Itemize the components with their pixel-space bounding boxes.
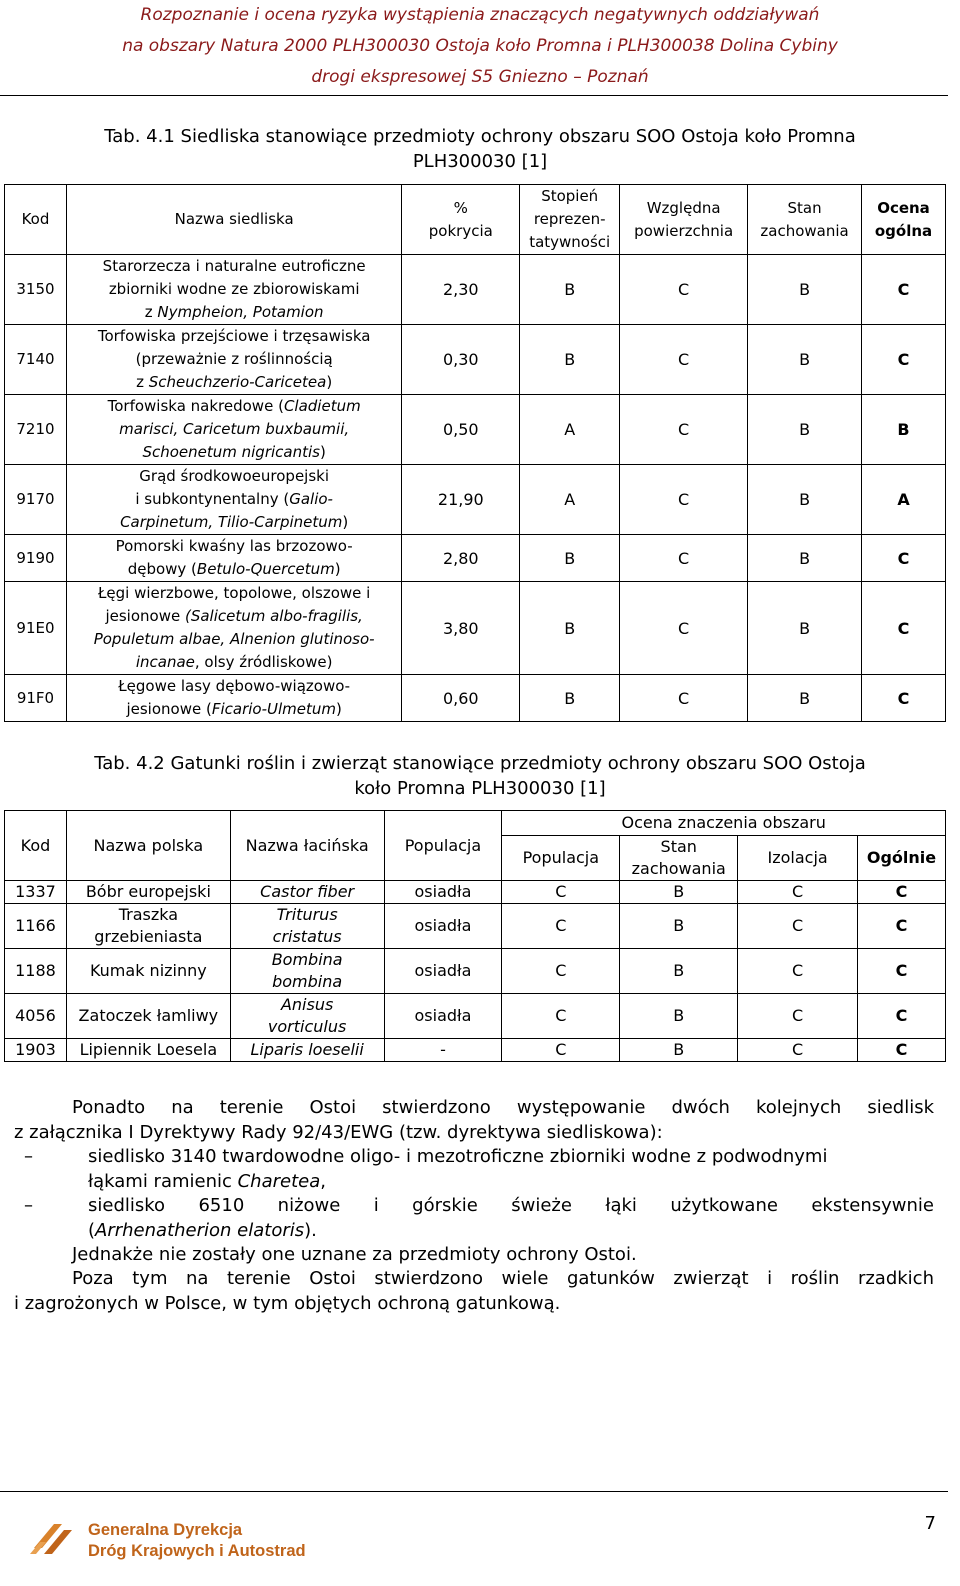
row-kod: 1188: [5, 949, 67, 994]
row-latin-line: Bombina: [271, 950, 343, 969]
row-name-line: [69, 395, 399, 418]
row-name-line: [69, 441, 399, 464]
table-row: [5, 465, 946, 535]
row-name-line: [69, 698, 399, 721]
row-izolacja: C: [738, 904, 858, 949]
row-latin-line: vorticulus: [267, 1017, 347, 1036]
row-stan: B: [748, 465, 862, 535]
row-name-line: Pomorski kwaśny las brzozowo-: [115, 537, 353, 555]
list-item-line: [88, 1170, 934, 1195]
list-item-part: ,: [320, 1170, 326, 1192]
gddkia-logo-text: [88, 1520, 306, 1562]
paragraph-1: [14, 1096, 934, 1145]
table2-caption: [0, 751, 960, 801]
row-latin-line: Castor fiber: [260, 882, 355, 901]
row-nazwa-lacinska: [230, 881, 384, 904]
header-pokrycia: [402, 185, 520, 255]
row-latin-line: Anisus: [280, 995, 334, 1014]
row-pop: C: [502, 904, 620, 949]
paragraph-3: [14, 1267, 934, 1316]
row-kod: 91F0: [5, 675, 67, 722]
row-name: [66, 535, 401, 582]
subheader-stan: [620, 836, 738, 881]
row-populacja: osiadła: [384, 881, 502, 904]
row-ocena: C: [862, 675, 946, 722]
row-name-latin: Populetum albae, Alnenion glutinoso-: [93, 630, 375, 648]
row-kod: 1903: [5, 1039, 67, 1062]
row-kod: 9190: [5, 535, 67, 582]
row-latin-line: bombina: [272, 972, 343, 991]
row-ogolnie: C: [858, 881, 946, 904]
row-name-part: dębowy (: [127, 560, 197, 578]
row-stan: B: [620, 994, 738, 1039]
row-name-part: ): [319, 443, 326, 461]
list-item-part: ).: [304, 1219, 317, 1241]
row-nazwa-lacinska: [230, 949, 384, 994]
list-item-latin: Charetea: [237, 1170, 321, 1192]
row-name: [66, 465, 401, 535]
row-name-line: Grąd środkowoeuropejski: [139, 467, 330, 485]
subheader-ogolnie: Ogólnie: [858, 836, 946, 881]
row-kod: 91E0: [5, 582, 67, 675]
row-wzgledna: C: [620, 535, 748, 582]
table-header-row: [5, 811, 946, 836]
document-header: [0, 0, 960, 93]
header-stopien-l3: tatywności: [529, 233, 611, 251]
row-pop: C: [502, 1039, 620, 1062]
row-stan: B: [748, 255, 862, 325]
row-name-latin: marisci, Caricetum buxbaumii,: [119, 420, 350, 438]
row-izolacja: C: [738, 949, 858, 994]
row-polish-line: Traszka: [118, 905, 179, 924]
header-kod: Kod: [5, 811, 67, 881]
row-stopien: B: [520, 255, 620, 325]
list-item-line: siedlisko 6510 niżowe i górskie świeże łąki użytkowane ekstensywnie: [88, 1195, 934, 1216]
row-kod: 9170: [5, 465, 67, 535]
row-name: [66, 325, 401, 395]
subheader-stan-l1: Stan: [660, 837, 697, 856]
row-name-line: Łęgowe lasy dębowo-wiązowo-: [118, 677, 351, 695]
header-kod: Kod: [5, 185, 67, 255]
row-ocena: C: [862, 325, 946, 395]
row-name-line: Starorzecza i naturalne eutroficzne: [102, 257, 366, 275]
table-row: [5, 325, 946, 395]
row-ogolnie: C: [858, 1039, 946, 1062]
header-stan-l1: Stan: [787, 198, 822, 217]
row-stan: B: [748, 395, 862, 465]
row-pokrycia: 2,30: [402, 255, 520, 325]
row-name-line: Torfowiska przejściowe i trzęsawiska: [97, 327, 371, 345]
row-ocena: C: [862, 255, 946, 325]
row-name-part: , olsy źródliskowe): [194, 653, 333, 671]
row-ogolnie: C: [858, 904, 946, 949]
row-name-line: [69, 301, 399, 324]
list-dash: –: [24, 1146, 33, 1167]
header-stan-l2: zachowania: [760, 221, 849, 240]
footer-divider: [0, 1491, 948, 1492]
row-stopien: A: [520, 395, 620, 465]
header-pokrycia-l2: pokrycia: [428, 221, 493, 240]
row-wzgledna: C: [620, 465, 748, 535]
paragraph-3-line-1: Poza tym na terenie Ostoi stwierdzono wiele gatunków zwierząt i roślin rzadkich: [72, 1268, 934, 1289]
row-nazwa-polska: Lipiennik Loesela: [66, 1039, 230, 1062]
row-name-latin: Carpinetum, Tilio-Carpinetum: [120, 513, 343, 531]
row-stopien: B: [520, 535, 620, 582]
row-pokrycia: 0,50: [402, 395, 520, 465]
list-item-part: (: [88, 1219, 96, 1241]
row-name-part: jesionowe: [105, 607, 185, 625]
list-item-latin: Arrhenatherion elatoris: [95, 1219, 305, 1241]
row-wzgledna: C: [620, 395, 748, 465]
row-stan: B: [620, 1039, 738, 1062]
row-nazwa-lacinska: [230, 994, 384, 1039]
paragraph-1-line-1: Ponadto na terenie Ostoi stwierdzono występowanie dwóch kolejnych siedlisk: [72, 1097, 934, 1118]
row-stopien: B: [520, 582, 620, 675]
table1-caption-line-1: Tab. 4.1 Siedliska stanowiące przedmioty ochrony obszaru SOO Ostoja koło Promna: [104, 126, 856, 147]
row-name-line: (przeważnie z roślinnością: [135, 350, 333, 368]
row-kod: 1337: [5, 881, 67, 904]
row-populacja: osiadła: [384, 949, 502, 994]
row-name-part: ): [326, 373, 333, 391]
row-stan: B: [620, 949, 738, 994]
table-row: [5, 582, 946, 675]
row-name-part: ): [335, 700, 342, 718]
row-polish-line: grzebieniasta: [94, 927, 203, 946]
row-name-line: [69, 488, 399, 511]
table-row: [5, 395, 946, 465]
row-stopien: B: [520, 325, 620, 395]
row-izolacja: C: [738, 994, 858, 1039]
header-nazwa-polska: Nazwa polska: [66, 811, 230, 881]
row-name: [66, 395, 401, 465]
header-stopien-l1: Stopień: [541, 187, 599, 205]
row-kod: 7140: [5, 325, 67, 395]
row-name-line: [69, 628, 399, 651]
paragraph-2: [14, 1243, 934, 1268]
row-ocena: C: [862, 535, 946, 582]
row-nazwa-polska: Kumak nizinny: [66, 949, 230, 994]
header-pokrycia-l1: %: [453, 198, 468, 217]
row-pop: C: [502, 994, 620, 1039]
list-item-line: [88, 1219, 934, 1244]
row-ocena: B: [862, 395, 946, 465]
row-name-latin: Nympheion, Potamion: [157, 303, 324, 321]
paragraph-2-line: Jednakże nie zostały one uznane za przedmioty ochrony Ostoi.: [72, 1244, 637, 1265]
row-name-latin: Schoenetum nigricantis: [142, 443, 320, 461]
header-wzgledna: [620, 185, 748, 255]
row-name-line: [69, 605, 399, 628]
row-populacja: osiadła: [384, 994, 502, 1039]
table-row: [5, 255, 946, 325]
row-ocena: A: [862, 465, 946, 535]
row-kod: 1166: [5, 904, 67, 949]
row-name-line: [69, 511, 399, 534]
page-number: 7: [924, 1513, 936, 1534]
list-item: [14, 1145, 934, 1194]
row-name-latin: Ficario-Ulmetum: [211, 700, 336, 718]
row-pokrycia: 2,80: [402, 535, 520, 582]
row-stan: B: [620, 881, 738, 904]
row-izolacja: C: [738, 881, 858, 904]
row-stan: B: [748, 675, 862, 722]
row-name-line: [69, 558, 399, 581]
paragraph-1-line-2: z załącznika I Dyrektywy Rady 92/43/EWG (tzw. dyrektywa siedliskowa):: [14, 1121, 663, 1143]
gddkia-logo-icon: [28, 1518, 84, 1564]
header-wzgledna-l2: powierzchnia: [634, 221, 734, 240]
header-nazwa-lacinska: Nazwa łacińska: [230, 811, 384, 881]
table2-caption-line-2: koło Promna PLH300030 [1]: [354, 778, 606, 799]
habitats-table: [4, 184, 946, 722]
header-line-3: drogi ekspresowej S5 Gniezno – Poznań: [311, 67, 649, 87]
row-stopien: A: [520, 465, 620, 535]
row-pop: C: [502, 881, 620, 904]
row-nazwa-polska: [66, 904, 230, 949]
header-populacja: Populacja: [384, 811, 502, 881]
row-kod: 7210: [5, 395, 67, 465]
row-name-latin: Cladietum: [283, 397, 361, 415]
table-row: [5, 881, 946, 904]
row-izolacja: C: [738, 1039, 858, 1062]
row-wzgledna: C: [620, 325, 748, 395]
row-stopien: B: [520, 675, 620, 722]
table-row: [5, 949, 946, 994]
row-ogolnie: C: [858, 949, 946, 994]
row-pokrycia: 21,90: [402, 465, 520, 535]
row-kod: 3150: [5, 255, 67, 325]
row-nazwa-polska: Bóbr europejski: [66, 881, 230, 904]
row-stan: B: [748, 582, 862, 675]
row-wzgledna: C: [620, 255, 748, 325]
header-divider: [0, 95, 948, 96]
row-pokrycia: 3,80: [402, 582, 520, 675]
row-name-latin: incanae: [135, 653, 195, 671]
row-name-line: [69, 371, 399, 394]
row-name-part: jesionowe (: [126, 700, 212, 718]
header-ocena-l2: ogólna: [874, 221, 933, 240]
subheader-populacja: Populacja: [502, 836, 620, 881]
row-pokrycia: 0,60: [402, 675, 520, 722]
row-name-part: Torfowiska nakredowe (: [107, 397, 284, 415]
row-name-line: Łęgi wierzbowe, topolowe, olszowe i: [97, 584, 371, 602]
row-nazwa-lacinska: [230, 904, 384, 949]
row-stan: B: [620, 904, 738, 949]
row-wzgledna: C: [620, 675, 748, 722]
row-name-latin: Scheuchzerio-Caricetea: [148, 373, 327, 391]
header-stan: [748, 185, 862, 255]
row-name: [66, 675, 401, 722]
logo-line-2: Dróg Krajowych i Autostrad: [88, 1542, 306, 1560]
subheader-stan-l2: zachowania: [631, 859, 726, 878]
table1-caption-line-2: PLH300030 [1]: [412, 151, 548, 172]
row-wzgledna: C: [620, 582, 748, 675]
row-name: [66, 255, 401, 325]
table1-caption: [0, 124, 960, 174]
logo-line-1: Generalna Dyrekcja: [88, 1521, 243, 1539]
row-ogolnie: C: [858, 994, 946, 1039]
table-row: [5, 904, 946, 949]
table-row: [5, 1039, 946, 1062]
row-name-line: zbiorniki wodne ze zbiorowiskami: [108, 280, 360, 298]
row-nazwa-lacinska: [230, 1039, 384, 1062]
row-pokrycia: 0,30: [402, 325, 520, 395]
row-name-part: z: [144, 303, 158, 321]
row-name: [66, 582, 401, 675]
row-latin-line: cristatus: [272, 927, 342, 946]
row-name-line: [69, 651, 399, 674]
header-ocena-znaczenia: Ocena znaczenia obszaru: [502, 811, 946, 836]
row-kod: 4056: [5, 994, 67, 1039]
row-name-part: ): [334, 560, 341, 578]
row-populacja: -: [384, 1039, 502, 1062]
row-name-line: [69, 418, 399, 441]
row-name-latin: Galio-: [289, 490, 333, 508]
row-name-latin: Betulo-Quercetum: [196, 560, 335, 578]
header-stopien-l2: reprezen-: [533, 210, 606, 228]
row-populacja: osiadła: [384, 904, 502, 949]
row-name-part: i subkontynentalny (: [135, 490, 290, 508]
table-row: [5, 675, 946, 722]
header-stopien: [520, 185, 620, 255]
row-stan: B: [748, 535, 862, 582]
header-ocena: [862, 185, 946, 255]
row-ocena: C: [862, 582, 946, 675]
row-pop: C: [502, 949, 620, 994]
subheader-izolacja: Izolacja: [738, 836, 858, 881]
list-item-part: łąkami ramienic: [88, 1170, 238, 1192]
species-table: [4, 810, 946, 1062]
list-dash: –: [24, 1195, 33, 1216]
habitat-list: [14, 1145, 934, 1243]
list-item-line: siedlisko 3140 twardowodne oligo- i mezotroficzne zbiorniki wodne z podwodnymi: [88, 1146, 828, 1167]
header-ocena-l1: Ocena: [877, 198, 930, 217]
table-row: [5, 994, 946, 1039]
row-name-part: z: [136, 373, 149, 391]
table-header-row: [5, 185, 946, 255]
list-item: [14, 1194, 934, 1243]
table2-caption-line-1: Tab. 4.2 Gatunki roślin i zwierząt stanowiące przedmioty ochrony obszaru SOO Ostoja: [94, 753, 866, 774]
table-row: [5, 535, 946, 582]
row-name-latin: (Salicetum albo-fragilis,: [184, 607, 363, 625]
header-wzgledna-l1: Względna: [646, 198, 721, 217]
header-nazwa: Nazwa siedliska: [66, 185, 401, 255]
row-stan: B: [748, 325, 862, 395]
row-nazwa-polska: Zatoczek łamliwy: [66, 994, 230, 1039]
row-latin-line: Triturus: [276, 905, 338, 924]
header-line-1: Rozpoznanie i ocena ryzyka wystąpienia znaczących negatywnych oddziaływań: [140, 5, 820, 25]
row-name-part: ): [342, 513, 349, 531]
row-latin-line: Liparis loeselii: [250, 1040, 364, 1059]
paragraph-3-line-2: i zagrożonych w Polsce, w tym objętych ochroną gatunkową.: [14, 1292, 561, 1314]
header-line-2: na obszary Natura 2000 PLH300030 Ostoja koło Promna i PLH300038 Dolina Cybiny: [122, 36, 838, 56]
